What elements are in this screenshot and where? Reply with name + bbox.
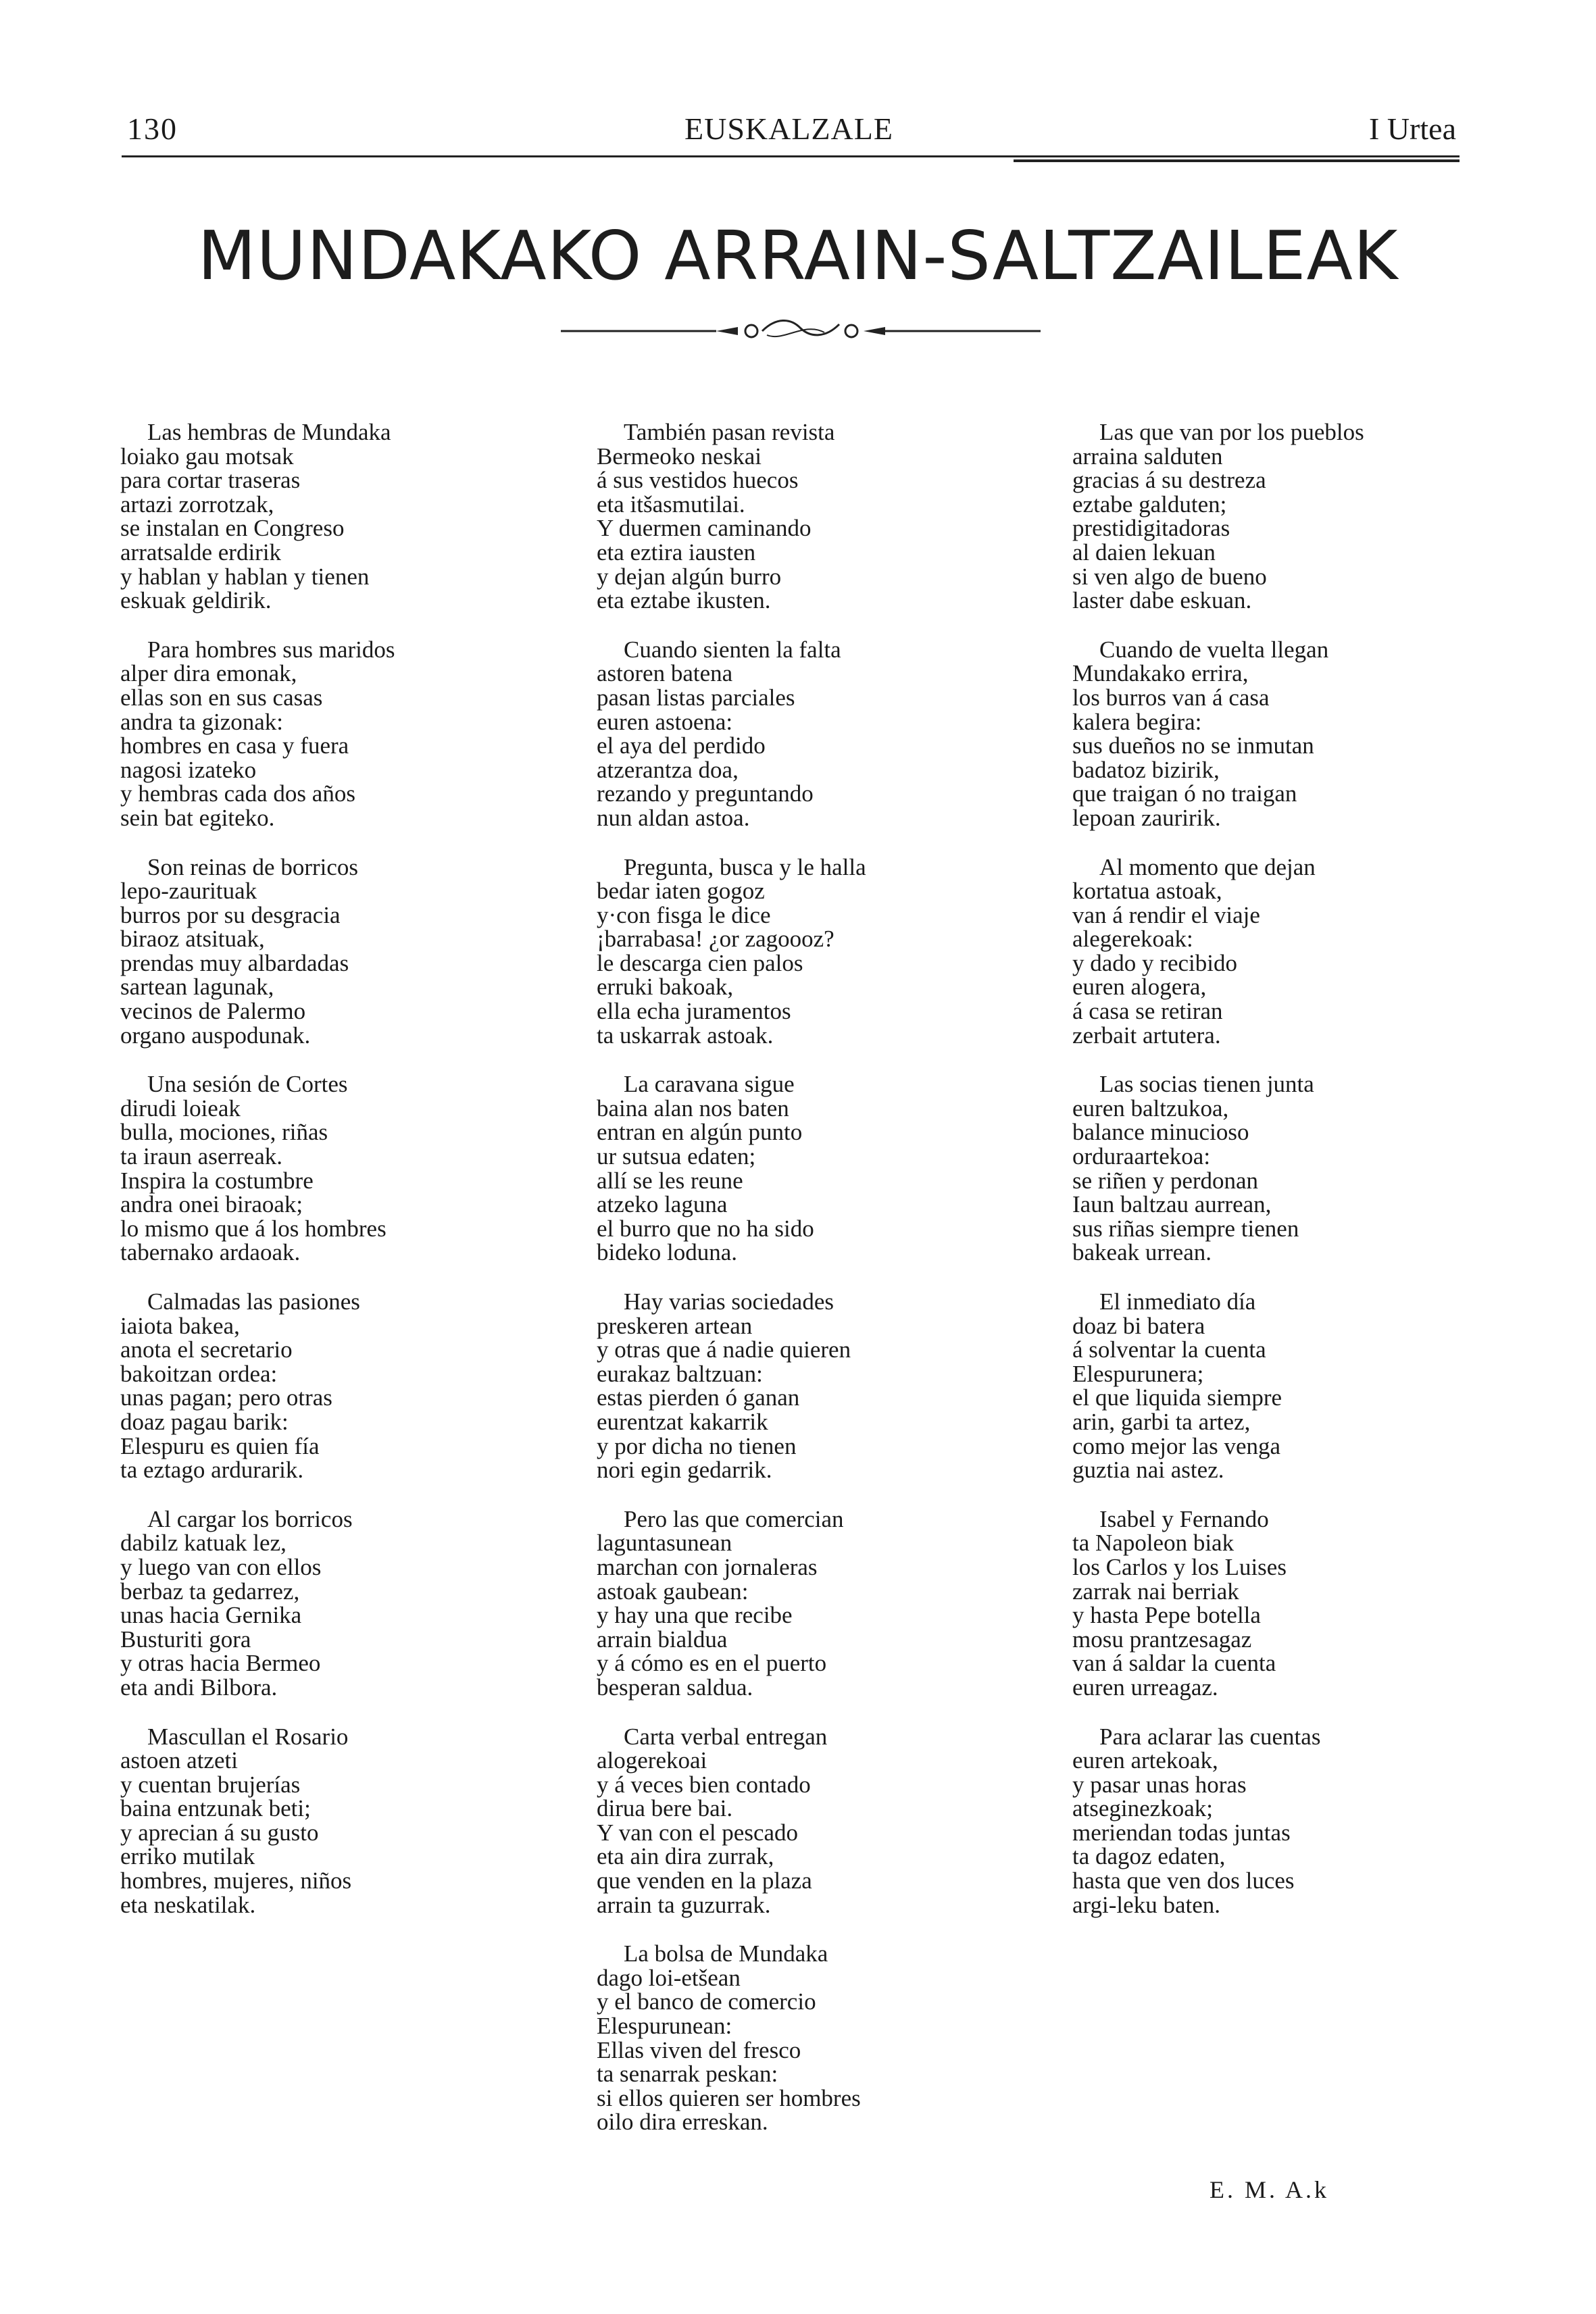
verse-line: ur sutsua edaten; [597,1143,756,1170]
verse-line: estas pierden ó ganan [597,1384,800,1411]
verse-line: y á veces bien contado [597,1771,811,1798]
verse-line: que venden en la plaza [597,1867,812,1894]
verse-line: los burros van á casa [1072,684,1270,711]
verse-line: Cuando de vuelta llegan [1099,636,1329,663]
verse-line: marchan con jornaleras [597,1553,818,1580]
verse-line: allí se les reune [597,1167,743,1194]
verse-line: hombres en casa y fuera [120,732,349,759]
verse-line: para cortar traseras [120,467,301,494]
verse-line: y dejan algún burro [597,563,782,590]
verse-line: andra onei biraoak; [120,1191,303,1218]
verse-line: Al momento que dejan [1099,853,1316,880]
verse-line: eta neskatilak. [120,1891,256,1918]
verse-line: eztabe galduten; [1072,491,1227,518]
stanza [1072,420,1451,613]
verse-line: eta andi Bilbora. [120,1674,278,1701]
verse-line: nori egin gedarrik. [597,1457,772,1484]
stanza [120,1725,499,1917]
verse-line: Al cargar los borricos [147,1505,353,1532]
verse-line: eta eztabe ikusten. [597,587,771,614]
verse-line: euren baltzukoa, [1072,1095,1229,1122]
verse-line: euren artekoak, [1072,1747,1218,1774]
verse-line: anota el secretario [120,1336,293,1363]
verse-line: Mundakako errira, [1072,660,1249,687]
volume-label: I Urtea [1369,111,1456,146]
verse-line: y por dicha no tienen [597,1432,797,1459]
verse-line: sus dueños no se inmutan [1072,732,1314,759]
verse-line: baina alan nos baten [597,1095,789,1122]
verse-line: sartean lagunak, [120,974,274,1001]
verse-line: Elespuru es quien fía [120,1432,320,1459]
verse-line: y otras hacia Bermeo [120,1650,321,1677]
verse-line: mosu prantzesagaz [1072,1626,1252,1653]
verse-line: y hembras cada dos años [120,780,355,807]
poem-column-3 [1072,420,1451,1942]
verse-line: erriko mutilak [120,1843,255,1870]
verse-line: loiako gau motsak [120,443,294,470]
verse-line: argi-leku baten. [1072,1891,1220,1918]
stanza [597,638,975,830]
verse-line: bideko loduna. [597,1239,738,1266]
verse-line: Para hombres sus maridos [147,636,395,663]
verse-line: Calmadas las pasiones [147,1288,360,1315]
verse-line: ta eztago ardurarik. [120,1457,304,1484]
verse-line: guztia nai astez. [1072,1457,1224,1484]
stanza [597,1507,975,1700]
verse-line: andra ta gizonak: [120,708,284,735]
verse-line: prendas muy albardadas [120,949,349,976]
verse-line: meriendan todas juntas [1072,1819,1291,1846]
stanza [120,1290,499,1482]
verse-line: ta iraun aserreak. [120,1143,282,1170]
verse-line: van á saldar la cuenta [1072,1650,1276,1677]
verse-line: prestidigitadoras [1072,515,1230,542]
verse-line: Inspira la costumbre [120,1167,314,1194]
poem-column-2 [597,420,975,2159]
verse-line: ellas son en sus casas [120,684,323,711]
verse-line: Ellas viven del fresco [597,2036,801,2063]
verse-line: arin, garbi ta artez, [1072,1408,1251,1435]
verse-line: alogerekoai [597,1747,707,1774]
verse-line: eskuak geldirik. [120,587,272,614]
verse-line: balance minucioso [1072,1119,1249,1146]
verse-line: sus riñas siempre tienen [1072,1215,1299,1242]
stanza [597,1942,975,2134]
verse-line: Carta verbal entregan [624,1723,828,1750]
verse-line: y hablan y hablan y tienen [120,563,370,590]
verse-line: van á rendir el viaje [1072,901,1260,928]
verse-line: y dado y recibido [1072,949,1237,976]
stanza [1072,855,1451,1048]
verse-line: unas pagan; pero otras [120,1384,332,1411]
verse-line: los Carlos y los Luises [1072,1553,1287,1580]
verse-line: el que liquida siempre [1072,1384,1282,1411]
ornament-divider [561,318,1041,345]
verse-line: euren astoena: [597,708,733,735]
stanza [597,1725,975,1917]
verse-line: y luego van con ellos [120,1553,322,1580]
verse-line: astoen atzeti [120,1747,238,1774]
verse-line: atseginezkoak; [1072,1795,1213,1822]
stanza [120,420,499,613]
verse-line: si ven algo de bueno [1072,563,1267,590]
verse-line: ¡barrabasa! ¿or zagoooz? [597,926,834,953]
verse-line: Cuando sienten la falta [624,636,841,663]
verse-line: como mejor las venga [1072,1432,1281,1459]
verse-line: baina entzunak beti; [120,1795,311,1822]
verse-line: á solventar la cuenta [1072,1336,1266,1363]
verse-line: lepoan zauririk. [1072,804,1221,831]
verse-line: se riñen y perdonan [1072,1167,1259,1194]
journal-title: EUSKALZALE [684,111,893,146]
verse-line: También pasan revista [624,419,835,445]
verse-line: berbaz ta gedarrez, [120,1578,300,1605]
verse-line: eurakaz baltzuan: [597,1360,763,1387]
verse-line: Isabel y Fernando [1099,1505,1269,1532]
verse-line: nun aldan astoa. [597,804,750,831]
header-rule [122,155,1460,157]
running-header [122,101,1456,155]
verse-line: kalera begira: [1072,708,1202,735]
verse-line: preskeren artean [597,1312,753,1339]
verse-line: ta dagoz edaten, [1072,1843,1226,1870]
verse-line: entran en algún punto [597,1119,803,1146]
verse-line: zerbait artutera. [1072,1022,1221,1049]
page-number: 130 [127,111,178,146]
verse-line: ta uskarrak astoak. [597,1022,774,1049]
verse-line: eurentzat kakarrik [597,1408,768,1435]
verse-line: arrain ta guzurrak. [597,1891,771,1918]
verse-line: y·con fisga le dice [597,901,771,928]
verse-line: hombres, mujeres, niños [120,1867,352,1894]
verse-line: ta senarrak peskan: [597,2061,778,2088]
verse-line: dago loi-etšean [597,1964,741,1991]
verse-line: atzerantza doa, [597,756,739,783]
verse-line: bakeak urrean. [1072,1239,1212,1266]
stanza [1072,1290,1451,1482]
verse-line: dabilz katuak lez, [120,1530,286,1557]
verse-line: astoak gaubean: [597,1578,749,1605]
verse-line: pasan listas parciales [597,684,795,711]
stanza [120,1507,499,1700]
verse-line: orduraartekoa: [1072,1143,1211,1170]
verse-line: eta eztira iausten [597,538,756,565]
verse-line: besperan saldua. [597,1674,753,1701]
stanza [120,1072,499,1265]
verse-line: rezando y preguntando [597,780,814,807]
verse-line: oilo dira erreskan. [597,2109,768,2136]
verse-line: que traigan ó no traigan [1072,780,1297,807]
verse-line: erruki bakoak, [597,974,734,1001]
verse-line: gracias á su destreza [1072,467,1266,494]
verse-line: iaiota bakea, [120,1312,240,1339]
verse-line: y otras que á nadie quieren [597,1336,851,1363]
verse-line: y aprecian á su gusto [120,1819,319,1846]
verse-line: La bolsa de Mundaka [624,1940,828,1967]
verse-line: arraina salduten [1072,443,1223,470]
verse-line: eta itšasmutilai. [597,491,745,518]
verse-line: laguntasunean [597,1530,732,1557]
verse-line: doaz bi batera [1072,1312,1205,1339]
verse-line: alper dira emonak, [120,660,297,687]
verse-line: el aya del perdido [597,732,766,759]
verse-line: organo auspodunak. [120,1022,311,1049]
verse-line: Pero las que comercian [624,1505,844,1532]
stanza [597,1290,975,1482]
verse-line: euren urreagaz. [1072,1674,1218,1701]
verse-line: Bermeoko neskai [597,443,762,470]
verse-line: ella echa juramentos [597,998,791,1025]
verse-line: á sus vestidos huecos [597,467,799,494]
verse-line: ta Napoleon biak [1072,1530,1235,1557]
verse-line: á casa se retiran [1072,998,1223,1025]
verse-line: zarrak nai berriak [1072,1578,1239,1605]
stanza [597,1072,975,1265]
header-rule-thick [1014,159,1460,162]
verse-line: tabernako ardaoak. [120,1239,301,1266]
verse-line: La caravana sigue [624,1071,795,1098]
verse-line: si ellos quieren ser hombres [597,2084,861,2111]
verse-line: euren alogera, [1072,974,1207,1001]
verse-line: lo mismo que á los hombres [120,1215,386,1242]
verse-line: y hay una que recibe [597,1602,793,1629]
verse-line: astoren batena [597,660,733,687]
stanza [597,420,975,613]
stanza [597,855,975,1048]
verse-line: el burro que no ha sido [597,1215,814,1242]
stanza [120,638,499,830]
stanza [1072,1507,1451,1700]
verse-line: Y van con el pescado [597,1819,799,1846]
verse-line: kortatua astoak, [1072,878,1222,905]
verse-line: Las que van por los pueblos [1099,419,1364,445]
verse-line: hasta que ven dos luces [1072,1867,1295,1894]
verse-line: Mascullan el Rosario [147,1723,349,1750]
verse-line: arratsalde erdirik [120,538,282,565]
verse-line: Las hembras de Mundaka [147,419,391,445]
verse-line: unas hacia Gernika [120,1602,302,1629]
verse-line: dirudi loieak [120,1095,241,1122]
verse-line: Hay varias sociedades [624,1288,834,1315]
poem-column-1 [120,420,499,1942]
verse-line: bulla, mociones, riñas [120,1119,328,1146]
verse-line: arrain bialdua [597,1626,728,1653]
verse-line: Iaun baltzau aurrean, [1072,1191,1272,1218]
verse-line: Son reinas de borricos [147,853,359,880]
stanza [1072,1072,1451,1265]
verse-line: y el banco de comercio [597,1988,816,2015]
verse-line: Busturiti gora [120,1626,251,1653]
verse-line: biraoz atsituak, [120,926,265,953]
verse-line: Y duermen caminando [597,515,812,542]
verse-line: doaz pagau barik: [120,1408,289,1435]
verse-line: El inmediato día [1099,1288,1256,1315]
verse-line: Elespurunera; [1072,1360,1204,1387]
verse-line: Pregunta, busca y le halla [624,853,866,880]
verse-line: y á cómo es en el puerto [597,1650,827,1677]
verse-line: le descarga cien palos [597,949,803,976]
verse-line: eta ain dira zurrak, [597,1843,774,1870]
verse-line: burros por su desgracia [120,901,341,928]
verse-line: Una sesión de Cortes [147,1071,348,1098]
verse-line: lepo-zaurituak [120,878,257,905]
verse-line: artazi zorrotzak, [120,491,274,518]
verse-line: badatoz bizirik, [1072,756,1220,783]
verse-line: y cuentan brujerías [120,1771,301,1798]
page-title: MUNDAKAKO ARRAIN-SALTZAILEAK [197,216,1399,295]
verse-line: Las socias tienen junta [1099,1071,1314,1098]
verse-line: al daien lekuan [1072,538,1216,565]
stanza [1072,1725,1451,1917]
verse-line: vecinos de Palermo [120,998,306,1025]
verse-line: Para aclarar las cuentas [1099,1723,1321,1750]
verse-line: sein bat egiteko. [120,804,275,831]
verse-line: se instalan en Congreso [120,515,345,542]
verse-line: y pasar unas horas [1072,1771,1247,1798]
verse-line: y hasta Pepe botella [1072,1602,1261,1629]
verse-line: alegerekoak: [1072,926,1193,953]
verse-line: nagosi izateko [120,756,257,783]
stanza [120,855,499,1048]
verse-line: bedar iaten gogoz [597,878,765,905]
verse-line: Elespurunean: [597,2013,732,2040]
author-signature: E. M. A.k [1210,2176,1330,2203]
verse-line: atzeko laguna [597,1191,728,1218]
stanza [1072,638,1451,830]
verse-line: bakoitzan ordea: [120,1360,278,1387]
verse-line: dirua bere bai. [597,1795,733,1822]
verse-line: laster dabe eskuan. [1072,587,1252,614]
